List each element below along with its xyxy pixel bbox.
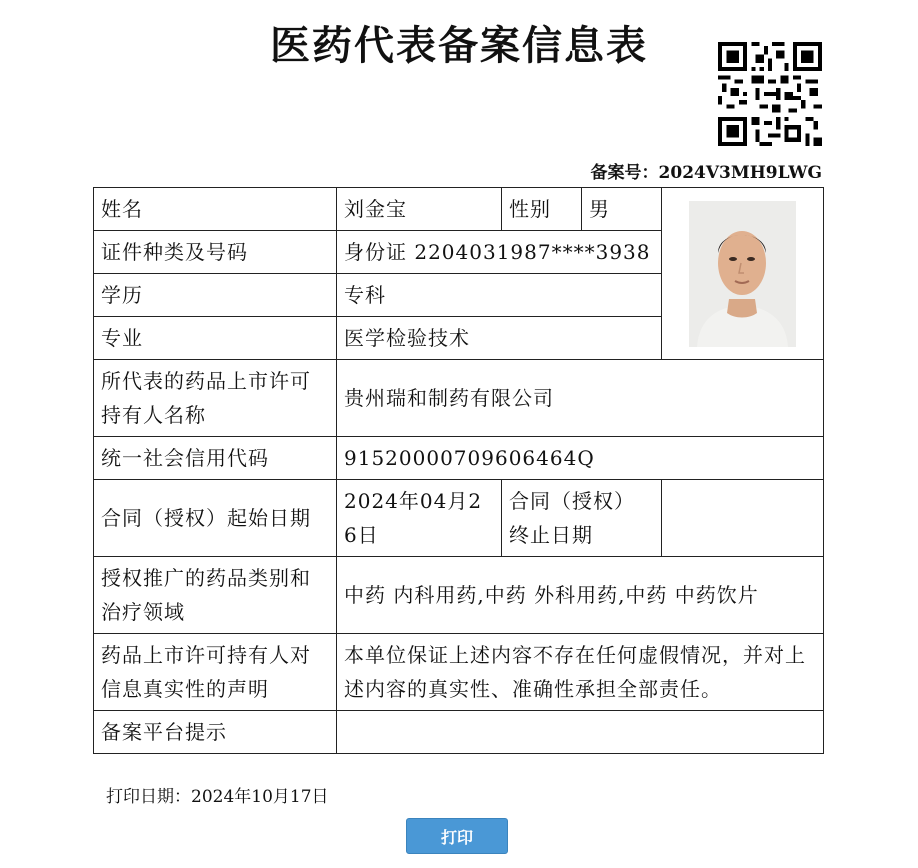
education-value: 专科 bbox=[337, 274, 662, 317]
record-number: 备案号：2024V3MH9LWG bbox=[590, 163, 822, 183]
qr-code-icon bbox=[718, 42, 822, 146]
name-label: 姓名 bbox=[94, 188, 337, 231]
platform-tip-value bbox=[337, 711, 824, 754]
category-value: 中药 内科用药,中药 外科用药,中药 中药饮片 bbox=[337, 557, 824, 634]
holder-label: 所代表的药品上市许可持有人名称 bbox=[94, 360, 337, 437]
table-row bbox=[94, 360, 824, 437]
table-row bbox=[94, 437, 824, 480]
holder-value: 贵州瑞和制药有限公司 bbox=[337, 360, 824, 437]
end-date-label: 合同（授权）终止日期 bbox=[502, 480, 662, 557]
table-row bbox=[94, 711, 824, 754]
print-date: 打印日期：2024年10月17日 bbox=[106, 787, 329, 807]
education-label: 学历 bbox=[94, 274, 337, 317]
gender-label: 性别 bbox=[502, 188, 582, 231]
statement-value: 本单位保证上述内容不存在任何虚假情况，并对上述内容的真实性、准确性承担全部责任。 bbox=[337, 634, 824, 711]
name-value: 刘金宝 bbox=[337, 188, 502, 231]
start-date-label: 合同（授权）起始日期 bbox=[94, 480, 337, 557]
print-button[interactable]: 打印 bbox=[406, 818, 508, 854]
info-table bbox=[93, 187, 824, 754]
category-label: 授权推广的药品类别和治疗领域 bbox=[94, 557, 337, 634]
photo-cell bbox=[662, 188, 824, 360]
portrait-photo bbox=[689, 201, 796, 347]
table-row bbox=[94, 634, 824, 711]
table-row bbox=[94, 480, 824, 557]
statement-label: 药品上市许可持有人对信息真实性的声明 bbox=[94, 634, 337, 711]
id-value: 身份证 2204031987****3938 bbox=[337, 231, 662, 274]
major-value: 医学检验技术 bbox=[337, 317, 662, 360]
gender-value: 男 bbox=[582, 188, 662, 231]
page-title: 医药代表备案信息表 bbox=[270, 22, 648, 69]
start-date-value: 2024年04月26日 bbox=[337, 480, 502, 557]
table-row bbox=[94, 557, 824, 634]
credit-code-label: 统一社会信用代码 bbox=[94, 437, 337, 480]
end-date-value bbox=[662, 480, 824, 557]
credit-code-value: 91520000709606464Q bbox=[337, 437, 824, 480]
table-row bbox=[94, 188, 824, 231]
major-label: 专业 bbox=[94, 317, 337, 360]
platform-tip-label: 备案平台提示 bbox=[94, 711, 337, 754]
id-label: 证件种类及号码 bbox=[94, 231, 337, 274]
